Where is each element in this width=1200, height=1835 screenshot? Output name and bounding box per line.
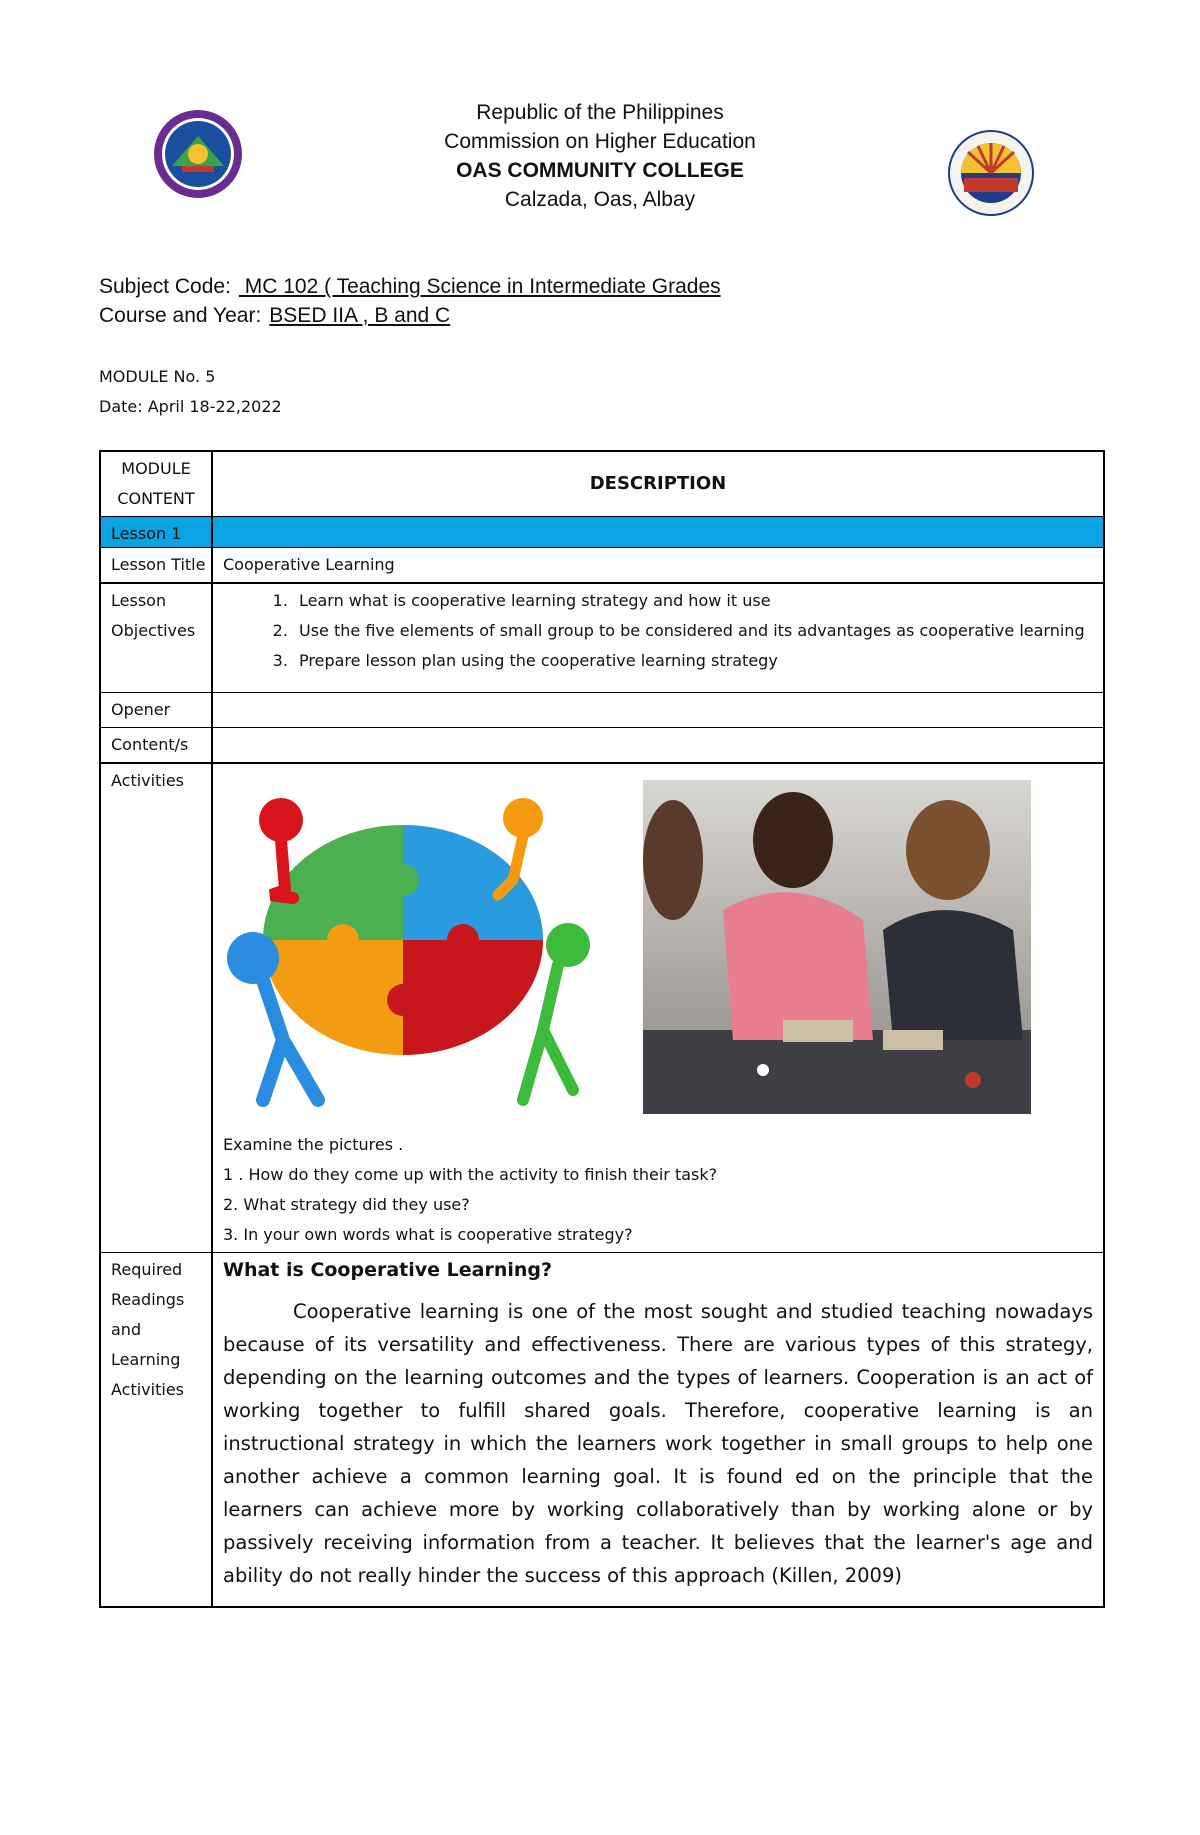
- reading-body: Cooperative learning is one of the most sought and studied teaching nowadays because of its versatility and effectiveness. There are various types of this strategy, depending on the learning outcomes and the types of learners. Cooperation is an act of working together to fulfill shared goals. Therefore, cooperative learning is an instructional strategy in which the learners work together in small groups to help one another achieve a common learning goal. It is found ed on the principle that the learners can achieve more by working collaboratively than by working alone or by passively receiving information from a teacher. It believes that the learner's age and ability do not really hinder the success of this approach (Killen, 2009): [223, 1300, 1093, 1587]
- content-label: Content/s: [101, 728, 213, 762]
- activities-row: [101, 762, 1103, 1252]
- content-content: [213, 728, 1103, 762]
- activities-label: Activities: [101, 764, 213, 1252]
- header-description: DESCRIPTION: [589, 473, 727, 494]
- lesson-band: [213, 517, 1103, 547]
- subject-code-label: Subject Code:: [99, 275, 231, 298]
- module-date: Date: April 18-22,2022: [99, 397, 282, 416]
- activity-prompt: Examine the pictures .: [223, 1135, 404, 1154]
- objective-item: 1. Learn what is cooperative learning strategy and how it use: [293, 586, 1093, 616]
- objective-item: 2. Use the five elements of small group to be considered and its advantages as cooperative learning: [293, 616, 1093, 646]
- module-table: [99, 450, 1105, 1608]
- oas-college-logo: [152, 108, 244, 200]
- opener-content: [213, 693, 1103, 727]
- reading-title: What is Cooperative Learning?: [223, 1259, 553, 1281]
- readings-row: [101, 1252, 1103, 1606]
- lesson-title-label: Lesson Title: [101, 548, 213, 582]
- subject-code-value: MC 102 ( Teaching Science in Intermediate Grades: [238, 275, 721, 298]
- header-address: Calzada, Oas, Albay: [504, 188, 696, 211]
- content-row: [101, 727, 1103, 762]
- opener-row: [101, 692, 1103, 727]
- course-year-label: Course and Year:: [99, 304, 262, 327]
- header-republic: Republic of the Philippines: [476, 101, 724, 124]
- lesson-title-row: [101, 547, 1103, 582]
- header-college: OAS COMMUNITY COLLEGE: [456, 159, 744, 182]
- objectives-list: [223, 586, 1093, 676]
- lesson-title: Cooperative Learning: [223, 555, 395, 574]
- course-year-value: BSED IIA , B and C: [269, 304, 451, 327]
- lesson-label: Lesson 1: [101, 517, 213, 547]
- header-module-content: MODULE CONTENT: [101, 452, 213, 516]
- table-header-row: [101, 452, 1103, 516]
- objectives-label: Lesson Objectives: [101, 584, 213, 692]
- activity-questions: [223, 1130, 1093, 1250]
- opener-label: Opener: [101, 693, 213, 727]
- students-activity-photo: [643, 780, 1031, 1114]
- subject-info: [99, 272, 721, 330]
- objective-item: 3. Prepare lesson plan using the cooperative learning strategy: [293, 646, 1093, 676]
- document-header: [300, 98, 900, 214]
- ched-logo: [948, 130, 1034, 216]
- puzzle-teamwork-image: [223, 780, 603, 1120]
- question-item: 1 . How do they come up with the activity to finish their task?: [223, 1165, 718, 1184]
- lesson-row: [101, 516, 1103, 547]
- module-number: MODULE No. 5: [99, 367, 216, 386]
- question-item: 3. In your own words what is cooperative strategy?: [223, 1225, 633, 1244]
- module-info: [99, 362, 282, 422]
- readings-label: Required Readings and Learning Activities: [101, 1253, 213, 1606]
- question-item: 2. What strategy did they use?: [223, 1195, 470, 1214]
- header-commission: Commission on Higher Education: [444, 130, 756, 153]
- objectives-row: [101, 582, 1103, 692]
